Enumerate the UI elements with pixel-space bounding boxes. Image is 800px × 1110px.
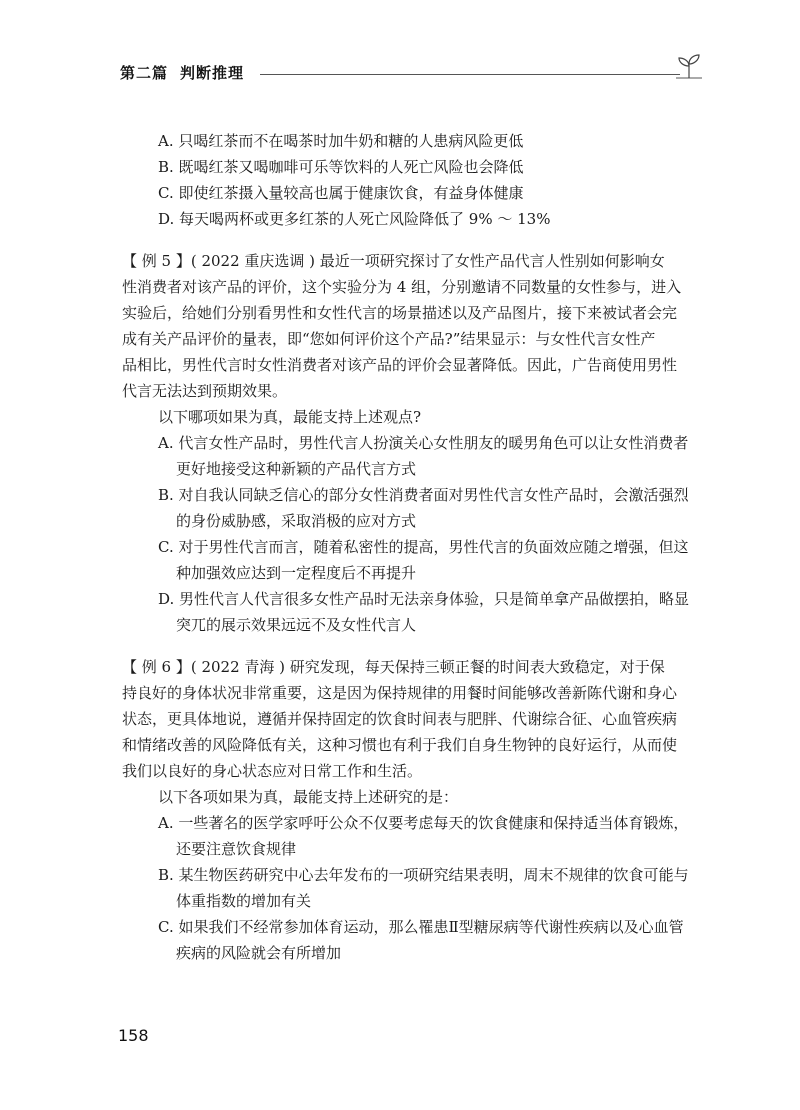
page-content bbox=[122, 128, 702, 966]
example-5-option-d bbox=[122, 586, 702, 638]
option-line: C. 对于男性代言而言，随着私密性的提高，男性代言的负面效应随之增强，但这 bbox=[158, 538, 689, 556]
example-6-line: 和情绪改善的风险降低有关，这种习惯也有利于我们自身生物钟的良好运行，从而使 bbox=[122, 736, 678, 754]
example-6 bbox=[122, 654, 702, 966]
q4-option-a: A. 只喝红茶而不在喝茶时加牛奶和糖的人患病风险更低 bbox=[158, 132, 524, 150]
option-line: B. 对自我认同缺乏信心的部分女性消费者面对男性代言女性产品时，会激活强烈 bbox=[158, 486, 689, 504]
example-5-stem bbox=[122, 248, 702, 404]
example-6-option-a bbox=[122, 810, 702, 862]
example-6-option-b bbox=[122, 862, 702, 914]
q4-option-c: C. 即使红茶摄入量较高也属于健康饮食，有益身体健康 bbox=[158, 184, 524, 202]
sprout-icon bbox=[672, 52, 706, 86]
example-6-line: 我们以良好的身心状态应对日常工作和生活。 bbox=[122, 762, 423, 780]
option-line: B. 某生物医药研究中心去年发布的一项研究结果表明，周末不规律的饮食可能与 bbox=[158, 866, 689, 884]
header-title: 判断推理 bbox=[180, 64, 245, 82]
q4-option-b: B. 既喝红茶又喝咖啡可乐等饮料的人死亡风险也会降低 bbox=[158, 158, 524, 176]
example-5 bbox=[122, 248, 702, 638]
option-line: 疾病的风险就会有所增加 bbox=[176, 944, 342, 962]
option-line: 更好地接受这种新颖的产品代言方式 bbox=[176, 460, 417, 478]
option-line: 突兀的展示效果远远不及女性代言人 bbox=[176, 616, 417, 634]
running-header bbox=[120, 60, 700, 90]
option-line: A. 代言女性产品时，男性代言人扮演关心女性朋友的暖男角色可以让女性消费者 bbox=[158, 434, 689, 452]
example-5-line: 实验后，给她们分别看男性和女性代言的场景描述以及产品图片，接下来被试者会完 bbox=[122, 304, 678, 322]
example-5-question: 以下哪项如果为真，最能支持上述观点? bbox=[158, 408, 422, 426]
example-6-option-c bbox=[122, 914, 702, 966]
option-line: C. 如果我们不经常参加体育运动，那么罹患Ⅱ型糖尿病等代谢性疾病以及心血管 bbox=[158, 918, 684, 936]
option-line: 种加强效应达到一定程度后不再提升 bbox=[176, 564, 417, 582]
example-6-stem bbox=[122, 654, 702, 784]
option-line: D. 男性代言人代言很多女性产品时无法亲身体验，只是简单拿产品做摆拍，略显 bbox=[158, 590, 690, 608]
option-line: A. 一些著名的医学家呼吁公众不仅要考虑每天的饮食健康和保持适当体育锻炼， bbox=[158, 814, 689, 832]
q4-options bbox=[122, 128, 702, 232]
example-5-line: 【 例 5 】( 2022 重庆选调 ) 最近一项研究探讨了女性产品代言人性别如何影响女 bbox=[122, 252, 665, 270]
example-6-question: 以下各项如果为真，最能支持上述研究的是： bbox=[158, 788, 459, 806]
header-text bbox=[120, 62, 244, 83]
example-5-line: 成有关产品评价的量表，即“您如何评价这个产品?”结果显示：与女性代言女性产 bbox=[122, 330, 656, 348]
option-line: 还要注意饮食规律 bbox=[176, 840, 297, 858]
q4-option-d: D. 每天喝两杯或更多红茶的人死亡风险降低了 9% ～ 13% bbox=[158, 210, 551, 228]
page-number: 158 bbox=[118, 1026, 149, 1045]
example-6-line: 持良好的身体状况非常重要，这是因为保持规律的用餐时间能够改善新陈代谢和身心 bbox=[122, 684, 678, 702]
example-5-option-c bbox=[122, 534, 702, 586]
example-5-line: 代言无法达到预期效果。 bbox=[122, 382, 288, 400]
example-5-option-a bbox=[122, 430, 702, 482]
example-6-line: 【 例 6 】( 2022 青海 ) 研究发现，每天保持三顿正餐的时间表大致稳定，对于保 bbox=[122, 658, 665, 676]
header-rule bbox=[260, 74, 680, 75]
example-5-option-b bbox=[122, 482, 702, 534]
option-line: 体重指数的增加有关 bbox=[176, 892, 312, 910]
example-6-line: 状态，更具体地说，遵循并保持固定的饮食时间表与肥胖、代谢综合征、心血管疾病 bbox=[122, 710, 678, 728]
option-line: 的身份威胁感，采取消极的应对方式 bbox=[176, 512, 417, 530]
example-5-line: 性消费者对该产品的评价，这个实验分为 4 组，分别邀请不同数量的女性参与，进入 bbox=[122, 278, 682, 296]
example-5-line: 品相比，男性代言时女性消费者对该产品的评价会显著降低。因此，广告商使用男性 bbox=[122, 356, 678, 374]
header-part: 第二篇 bbox=[120, 64, 169, 82]
